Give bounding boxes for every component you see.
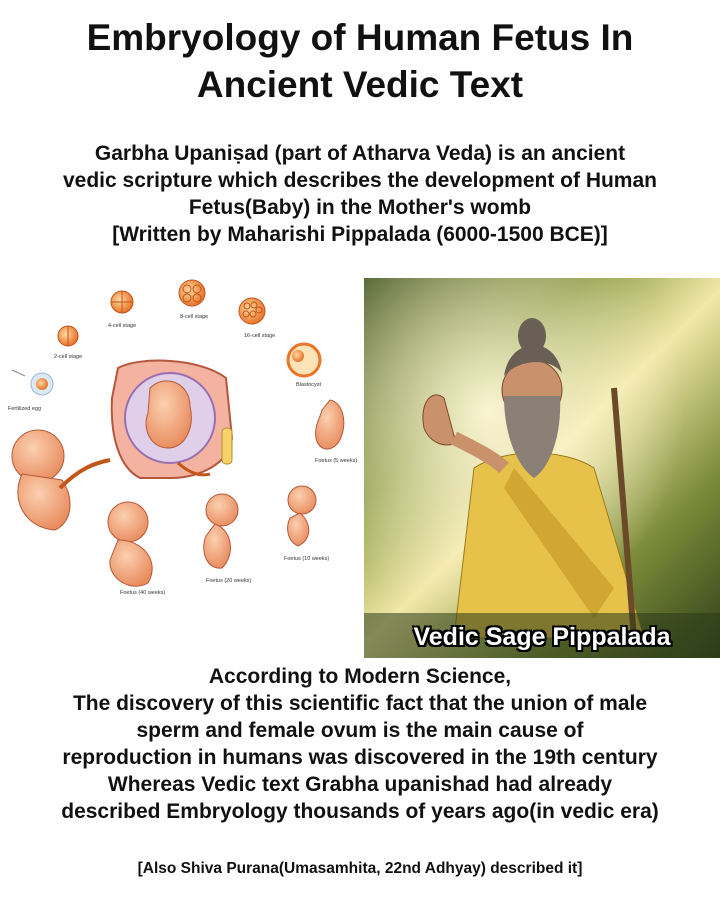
four-cell-label: 4-cell stage xyxy=(108,323,137,329)
sage-illustration xyxy=(364,278,720,658)
fetus-with-umbilical-cord-icon xyxy=(12,430,110,530)
eight-cell-label: 8-cell stage xyxy=(180,314,209,320)
title-line-2: Ancient Vedic Text xyxy=(196,64,524,105)
science-line-5: Whereas Vedic text Grabha upanishad had already xyxy=(107,773,613,796)
sixteen-cell-icon xyxy=(239,298,265,324)
science-line-6: described Embryology thousands of years ago(in vedic era) xyxy=(61,800,659,823)
blastocyst-label: Blastocyst xyxy=(296,382,322,388)
title-line-1: Embryology of Human Fetus In xyxy=(86,17,634,58)
sixteen-cell-label: 16-cell stage xyxy=(244,333,276,339)
foetus-40-weeks-label: Foetus (40 weeks) xyxy=(120,590,166,596)
foetus-5-weeks-label: Foetus (5 weeks) xyxy=(315,458,358,464)
fertilized-egg-label: Fertilized egg xyxy=(8,406,42,412)
foetus-10-weeks-label: Foetus (10 weeks) xyxy=(284,556,330,562)
eight-cell-icon xyxy=(179,280,205,306)
intro-line-3: Fetus(Baby) in the Mother's womb xyxy=(188,196,532,219)
science-line-3: sperm and female ovum is the main cause of xyxy=(136,719,584,742)
intro-line-4: [Written by Maharishi Pippalada (6000-1500 BCE)] xyxy=(112,223,608,246)
science-line-1: According to Modern Science, xyxy=(208,665,512,688)
embryology-diagram-svg xyxy=(0,278,360,658)
sage-caption: Vedic Sage Pippalada xyxy=(413,623,671,651)
two-cell-icon xyxy=(58,326,78,346)
science-text xyxy=(4,663,716,825)
blastocyst-icon xyxy=(288,344,320,376)
intro-line-1: Garbha Upaniṣad (part of Atharva Veda) is an ancient xyxy=(94,142,626,165)
foetus-40-weeks-icon xyxy=(108,502,152,586)
footnote: [Also Shiva Purana(Umasamhita, 22nd Adhyay) described it] xyxy=(137,860,583,877)
intro-text xyxy=(6,140,714,248)
womb-cross-section-icon xyxy=(112,361,232,478)
two-cell-label: 2-cell stage xyxy=(54,354,83,360)
embryology-diagram xyxy=(0,278,360,658)
science-line-4: reproduction in humans was discovered in the 19th century xyxy=(62,746,658,769)
foetus-10-weeks-icon xyxy=(288,486,316,546)
page-title xyxy=(0,14,720,108)
foetus-20-weeks-label: Foetus (20 weeks) xyxy=(206,578,252,584)
intro-line-2: vedic scripture which describes the development of Human xyxy=(63,169,657,192)
fertilized-egg-icon xyxy=(12,370,53,395)
four-cell-icon xyxy=(111,291,133,313)
foetus-20-weeks-icon xyxy=(204,494,238,568)
science-line-2: The discovery of this scientific fact that the union of male xyxy=(72,692,648,715)
foetus-5-weeks-icon xyxy=(316,400,344,449)
sage-pippalada-image xyxy=(364,278,720,658)
